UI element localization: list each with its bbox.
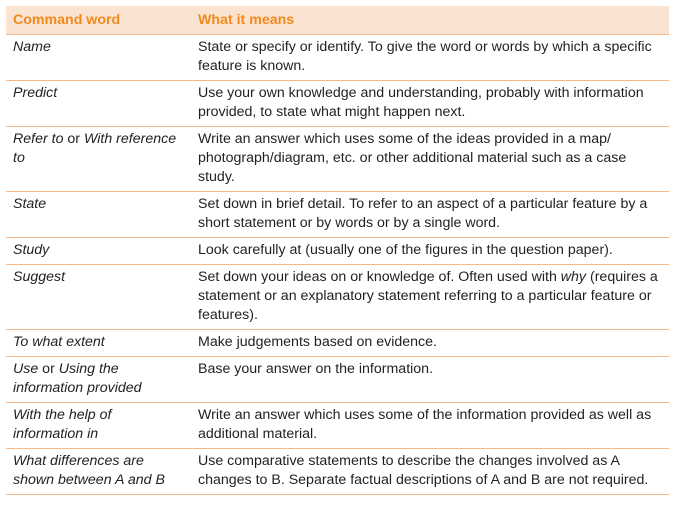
table-row xyxy=(6,357,669,403)
meaning-emphasis: why xyxy=(560,269,587,285)
meaning-cell: Make judgements based on evidence. xyxy=(191,330,669,357)
table-row xyxy=(6,330,669,357)
command-word-part: Using the information provided xyxy=(13,361,142,396)
table-row xyxy=(6,403,669,449)
meaning-cell: Look carefully at (usually one of the figures in the question paper). xyxy=(191,238,669,265)
meaning-text: (requires a statement or an explanatory statement referring to a particular feature or features). xyxy=(198,269,658,323)
table-row xyxy=(6,238,669,265)
command-word-cell xyxy=(6,357,191,403)
meaning-cell: Use comparative statements to describe the changes involved as A changes to B. Separate factual descriptions of A and B are not required. xyxy=(191,449,669,495)
meaning-cell: Base your answer on the information. xyxy=(191,357,669,403)
command-word-cell: To what extent xyxy=(6,330,191,357)
meaning-text: Set down your ideas on or knowledge of. Often used with xyxy=(198,269,561,285)
meaning-cell: Write an answer which uses some of the information provided as well as additional material. xyxy=(191,403,669,449)
table-header-row xyxy=(6,6,669,35)
command-word-connector: or xyxy=(38,361,59,377)
command-word-cell: With the help of information in xyxy=(6,403,191,449)
column-header-command-word: Command word xyxy=(6,6,191,35)
command-word-part: With reference to xyxy=(13,131,177,166)
table-row xyxy=(6,35,669,81)
command-word-part: Use xyxy=(13,361,39,377)
meaning-cell xyxy=(191,265,669,330)
table-row xyxy=(6,449,669,495)
command-word-cell: State xyxy=(6,192,191,238)
meaning-cell: Write an answer which uses some of the ideas provided in a map/ photograph/diagram, etc. or other additional material such as a case study. xyxy=(191,127,669,192)
command-word-cell: Predict xyxy=(6,81,191,127)
meaning-cell: Set down in brief detail. To refer to an aspect of a particular feature by a short statement or by words or by a single word. xyxy=(191,192,669,238)
table-row xyxy=(6,127,669,192)
column-header-what-it-means: What it means xyxy=(191,6,669,35)
command-word-connector: or xyxy=(63,131,84,147)
command-words-table xyxy=(6,6,669,495)
table-row xyxy=(6,192,669,238)
table-row xyxy=(6,265,669,330)
table-row xyxy=(6,81,669,127)
command-word-cell: What differences are shown between A and B xyxy=(6,449,191,495)
command-word-part: Refer to xyxy=(13,131,64,147)
command-word-cell: Name xyxy=(6,35,191,81)
meaning-cell: Use your own knowledge and understanding, probably with information provided, to state what might happen next. xyxy=(191,81,669,127)
command-word-cell: Suggest xyxy=(6,265,191,330)
command-word-cell: Study xyxy=(6,238,191,265)
meaning-cell: State or specify or identify. To give the word or words by which a specific feature is known. xyxy=(191,35,669,81)
command-word-cell xyxy=(6,127,191,192)
